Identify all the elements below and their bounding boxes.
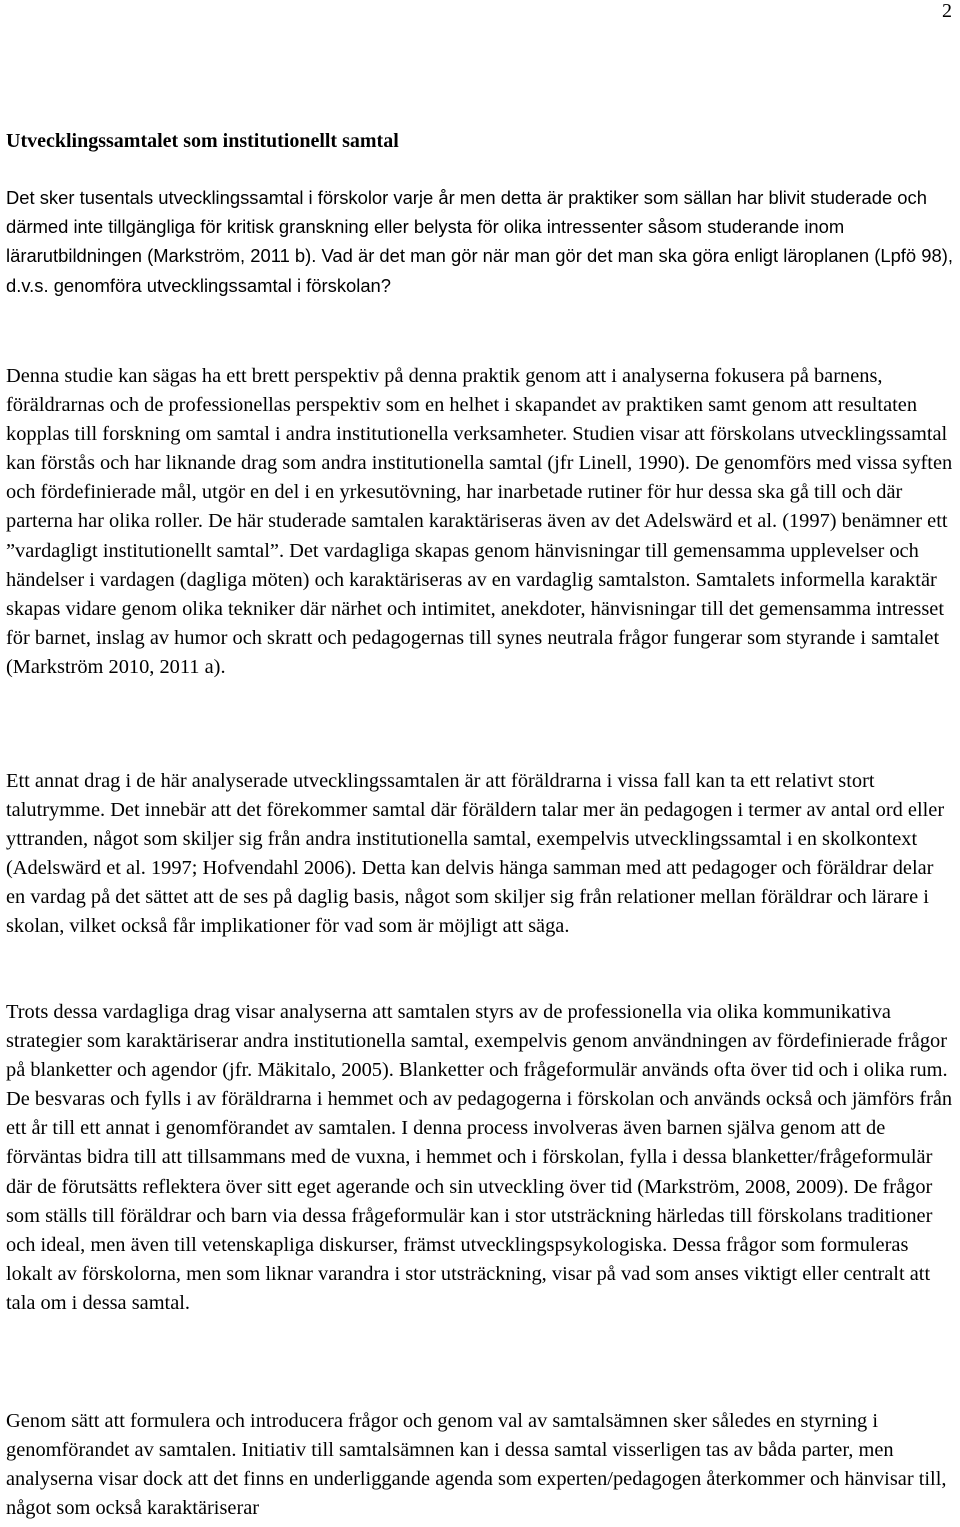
paragraph-parent-talk-space: Ett annat drag i de här analyserade utvecklingssamtalen är att föräldrarna i vissa fall kan ta ett relativt stort talutrymme. Det innebär att det förekommer samtal där föräldern talar mer än pedagogen i termer av antal ord eller yttranden, något som skiljer sig från andra institutionella samtal, exempelvis utvecklingssamtal i en skolkontext (Adelswärd et al. 1997; Hofvendahl 2006). Detta kan delvis hänga samman med att pedagoger och föräldrar delar en vardag på det sättet att de ses på daglig basis, något som skiljer sig från relationer mellan föräldrar och lärare i skolan, vilket också får implikationer för vad som är möjligt att säga. xyxy=(6,770,945,938)
section-heading: Utvecklingssamtalet som institutionellt samtal xyxy=(6,130,399,152)
paragraph-question-formulation: Genom sätt att formulera och introducera frågor och genom val av samtalsämnen sker således en styrning i genomförandet av samtalen. Initiativ till samtalsämnen kan i dessa samtal visserligen tas av båda parter, men analyserna visar dock att det finns en underliggande agenda som experten/pedagogen återkommer och hänvisar till, något som också karaktäriserar xyxy=(6,1410,947,1520)
paragraph-professional-strategies: Trots dessa vardagliga drag visar analyserna att samtalen styrs av de professionella via olika kommunikativa strategier som karaktäriserar andra institutionella samtal, exempelvis genom användningen av fördefinierade frågor på blanketter och agendor (jfr. Mäkitalo, 2005). Blanketter och frågeformulär används ofta över tid och i olika rum. De besvaras och fylls i av föräldrarna i hemmet och av pedagogerna i förskolan och används också och jämförs från ett år till ett annat i genomförandet av samtalen. I denna process involveras även barnen själva genom att de förväntas bidra till att tillsammans med de vuxna, i hemmet och i förskolan, fylla i dessa blanketter/frågeformulär där de förutsätts reflektera över sitt eget agerande och sin utveckling över tid (Markström, 2008, 2009). De frågor som ställs till föräldrar och barn via dessa frågeformulär kan i stor utsträckning härledas till förskolans traditioner och ideal, men även till vetenskapliga diskurser, främst utvecklingspsykologiska. Dessa frågor som formuleras lokalt av förskolorna, men som liknar varandra i stor utsträckning, visar på vad som anses viktigt eller centralt att tala om i dessa samtal. xyxy=(6,1001,953,1314)
paragraph-intro: Det sker tusentals utvecklingssamtal i förskolor varje år men detta är praktiker som sällan har blivit studerade och därmed inte tillgängliga för kritisk granskning eller belysta för olika intressenter såsom studerande inom lärarutbildningen (Markström, 2011 b). Vad är det man gör när man gör det man ska göra enligt läroplanen (Lpfö 98), d.v.s. genomföra utvecklingssamtal i förskolan? xyxy=(6,187,953,296)
page-number: 2 xyxy=(942,0,952,22)
paragraph-study-perspective: Denna studie kan sägas ha ett brett perspektiv på denna praktik genom att i analyserna fokusera på barnens, föräldrarnas och de professionellas perspektiv som en helhet i skapandet av praktiken samt genom att resultaten kopplas till forskning om samtal i andra institutionella verksamheter. Studien visar att förskolans utvecklingssamtal kan förstås och har liknande drag som andra institutionella samtal (jfr Linell, 1990). De genomförs med vissa syften och fördefinierade mål, utgör en del i en yrkesutövning, har inarbetade rutiner för hur dessa ska gå till och där parterna har olika roller. De här studerade samtalen karaktäriseras även av det Adelswärd et al. (1997) benämner ett ”vardagligt institutionellt samtal”. Det vardagliga skapas genom hänvisningar till gemensamma upplevelser och händelser i vardagen (dagliga möten) och karaktäriseras av en vardaglig samtalston. Samtalets informella karaktär skapas vidare genom olika tekniker där närhet och intimitet, anekdoter, hänvisningar till det gemensamma intresset för barnet, inslag av humor och skratt och pedagogernas till synes neutrala frågor fungerar som styrande i samtalet (Markström 2010, 2011 a). xyxy=(6,365,953,678)
